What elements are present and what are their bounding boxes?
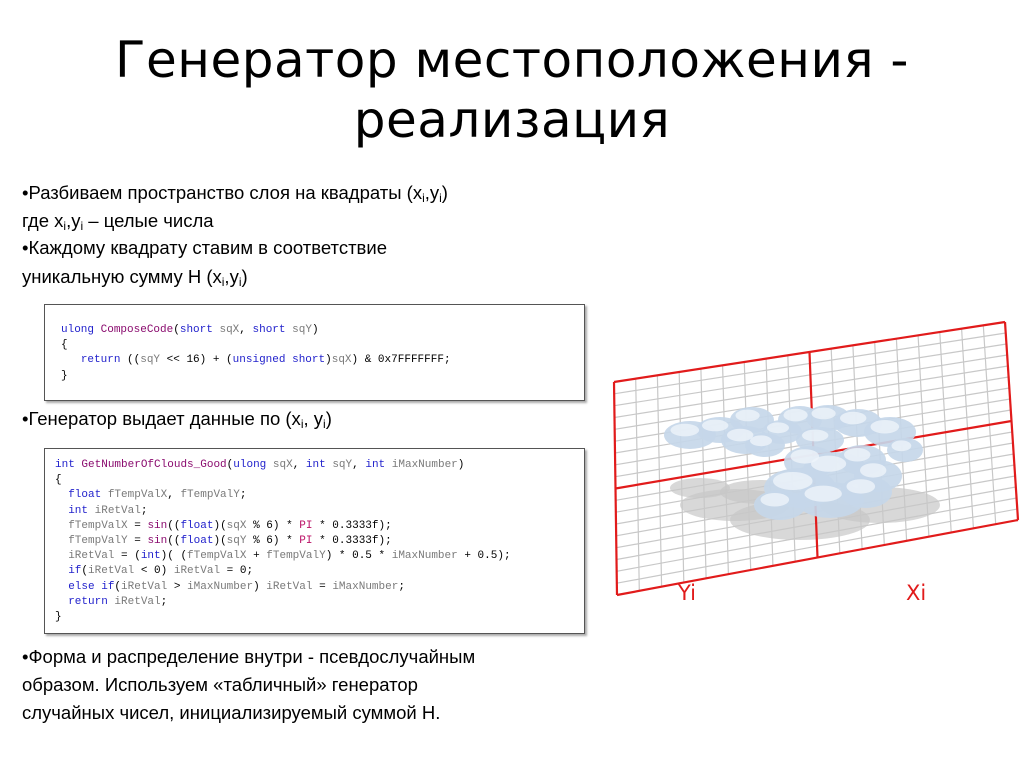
bullet-2-line-1: •Каждому квадрату ставим в соответствие bbox=[22, 237, 387, 258]
title-line-2: реализация bbox=[353, 91, 671, 149]
code-token: GetNumberOfClouds_Good bbox=[81, 459, 227, 471]
cloud-highlight bbox=[767, 422, 789, 433]
code-token: fTempValY bbox=[266, 550, 326, 563]
code-token: int bbox=[68, 504, 89, 517]
cloud-highlight bbox=[892, 440, 912, 451]
code-token: float bbox=[180, 519, 214, 532]
label-yi bbox=[677, 581, 696, 605]
code-token: sqY bbox=[292, 324, 312, 336]
cloud-highlight bbox=[847, 479, 876, 493]
code-token: sqY bbox=[140, 354, 161, 367]
cloud-highlight bbox=[860, 463, 886, 477]
text: ) bbox=[241, 266, 248, 287]
code-token: sqX bbox=[331, 354, 352, 367]
subscript: i bbox=[80, 219, 84, 233]
code-token: int bbox=[55, 459, 75, 471]
code-token: iRetVal bbox=[94, 504, 141, 517]
code-token: int bbox=[140, 550, 161, 563]
code-block-get-number-of-clouds bbox=[44, 448, 585, 634]
cloud-grid-illustration bbox=[590, 285, 1020, 625]
cloud-highlight bbox=[671, 424, 700, 437]
code-block-compose-code bbox=[44, 304, 585, 401]
text: уникальную сумму H (x bbox=[22, 266, 222, 287]
cloud-highlight bbox=[750, 435, 772, 446]
code-token: return bbox=[68, 595, 108, 608]
code-token: iRetVal bbox=[88, 565, 135, 578]
text: ) bbox=[441, 182, 448, 203]
code-token: iRetVal bbox=[266, 580, 313, 593]
code-token: sin bbox=[147, 519, 168, 532]
code-token: fTempValX bbox=[107, 489, 168, 502]
text: где x bbox=[22, 210, 64, 231]
text: y bbox=[229, 266, 239, 287]
code-token: if bbox=[101, 580, 115, 593]
cloud-highlight bbox=[702, 420, 728, 432]
cloud-highlight bbox=[727, 429, 753, 442]
text: ,y bbox=[66, 210, 81, 231]
code-token: iRetVal bbox=[114, 595, 161, 608]
code-token: int bbox=[365, 459, 386, 471]
cloud-highlight bbox=[784, 409, 808, 422]
title-line-1: Генератор местоположения - bbox=[115, 31, 909, 89]
code-token: iRetVal bbox=[68, 550, 115, 563]
code-token: iRetVal bbox=[173, 565, 221, 578]
code-token: short bbox=[292, 354, 326, 367]
cloud-highlight bbox=[811, 456, 846, 472]
label-text: Yi bbox=[678, 581, 696, 605]
code-text: int GetNumberOfClouds_Good(ulong sqX, int sqY, int iMaxNumber) { float fTempValX, fTempValY; int iRetVal; fTempValX = sin((float)(sqX % 6) * PI * 0.3333f); fTempValY = sin((float)(sqY % 6) * PI * 0.3333f); iRetVal = (int)( (fTempValX + fTempValY) * 0.5 * iMaxNumber + 0.5); if(iRetVal < 0) iRetVal = 0; else if(iRetVal > iMaxNumber) iRetVal = iMaxNumber; return iRetVal; } bbox=[55, 459, 511, 624]
cloud-highlight bbox=[802, 430, 828, 442]
text: , bbox=[224, 266, 230, 287]
code-token: short bbox=[179, 324, 213, 336]
code-token: iMaxNumber bbox=[391, 459, 458, 471]
code-token: float bbox=[68, 489, 102, 502]
code-token: sqX bbox=[272, 459, 293, 471]
text: ,y bbox=[424, 182, 440, 203]
code-token: ulong bbox=[61, 324, 95, 336]
cloud-highlight bbox=[773, 472, 813, 490]
subscript: i bbox=[439, 191, 442, 205]
code-token: unsigned bbox=[232, 354, 286, 367]
code-token: PI bbox=[299, 535, 313, 548]
code-token: PI bbox=[299, 519, 313, 532]
text: •Разбиваем пространство слоя на квадраты (x bbox=[22, 182, 423, 203]
code-token: sqY bbox=[332, 459, 353, 471]
code-token: else bbox=[68, 580, 95, 593]
text: – целые числа bbox=[83, 210, 214, 231]
code-token: iMaxNumber bbox=[187, 580, 254, 593]
bullet-1-line-1 bbox=[22, 179, 448, 207]
code-token: sqY bbox=[226, 535, 247, 548]
bullet-1-line-2 bbox=[22, 207, 214, 235]
cloud-highlight bbox=[736, 410, 760, 422]
code-token: iMaxNumber bbox=[332, 580, 399, 593]
code-token: sqX bbox=[219, 324, 240, 336]
code-token: fTempValX bbox=[187, 550, 247, 563]
cloud-highlight bbox=[840, 412, 866, 425]
shadow-blob bbox=[670, 478, 730, 498]
code-token: { bbox=[61, 339, 68, 352]
label-text: Xi bbox=[906, 581, 927, 605]
text: y bbox=[313, 408, 324, 429]
code-token: if bbox=[68, 565, 82, 578]
code-token: float bbox=[180, 535, 214, 548]
bullet-4-line-1: •Форма и распределение внутри - псевдослучайным bbox=[22, 646, 476, 667]
cloud-highlight bbox=[844, 448, 870, 462]
text: ) bbox=[325, 408, 332, 429]
subscript: i bbox=[323, 417, 326, 431]
code-token: fTempValY bbox=[68, 535, 128, 548]
bullet-4-line-3: случайных чисел, инициализируемый суммой H. bbox=[22, 702, 441, 723]
cloud-highlight bbox=[761, 493, 790, 507]
code-token: iRetVal bbox=[121, 580, 168, 593]
code-token: iMaxNumber bbox=[391, 550, 458, 563]
code-token: fTempValX bbox=[68, 519, 128, 532]
subscript: i bbox=[63, 219, 67, 233]
code-token: fTempValY bbox=[180, 489, 240, 502]
code-token: ComposeCode bbox=[100, 324, 174, 336]
code-token: { bbox=[55, 474, 62, 487]
code-token: } bbox=[55, 611, 62, 624]
code-token: int bbox=[305, 459, 326, 471]
cloud-highlight bbox=[812, 408, 836, 420]
label-xi bbox=[906, 581, 926, 605]
code-token: return bbox=[80, 354, 121, 367]
text: , bbox=[303, 408, 314, 429]
code-token: sin bbox=[147, 535, 168, 548]
bullet-4-line-2: образом. Используем «табличный» генератор bbox=[22, 674, 418, 695]
subscript: i bbox=[422, 191, 425, 205]
code-token: } bbox=[61, 369, 68, 382]
subscript: i bbox=[300, 417, 304, 431]
text: •Генератор выдает данные по (x bbox=[22, 408, 301, 429]
subscript: i bbox=[238, 275, 242, 289]
bullet-3 bbox=[22, 405, 332, 433]
cloud-highlight bbox=[805, 486, 842, 502]
code-text: ulong ComposeCode(short sqX, short sqY) { return ((sqY << 16) + (unsigned short)sqX) & 0x7FFFFFFF; } bbox=[61, 324, 451, 382]
code-token: ulong bbox=[233, 459, 267, 471]
subscript: i bbox=[221, 275, 225, 289]
cloud-highlight bbox=[871, 420, 900, 434]
slide-title bbox=[0, 30, 1024, 150]
code-token: short bbox=[252, 324, 286, 336]
code-token: sqX bbox=[226, 519, 247, 532]
bullet-2-line-2 bbox=[22, 263, 248, 291]
